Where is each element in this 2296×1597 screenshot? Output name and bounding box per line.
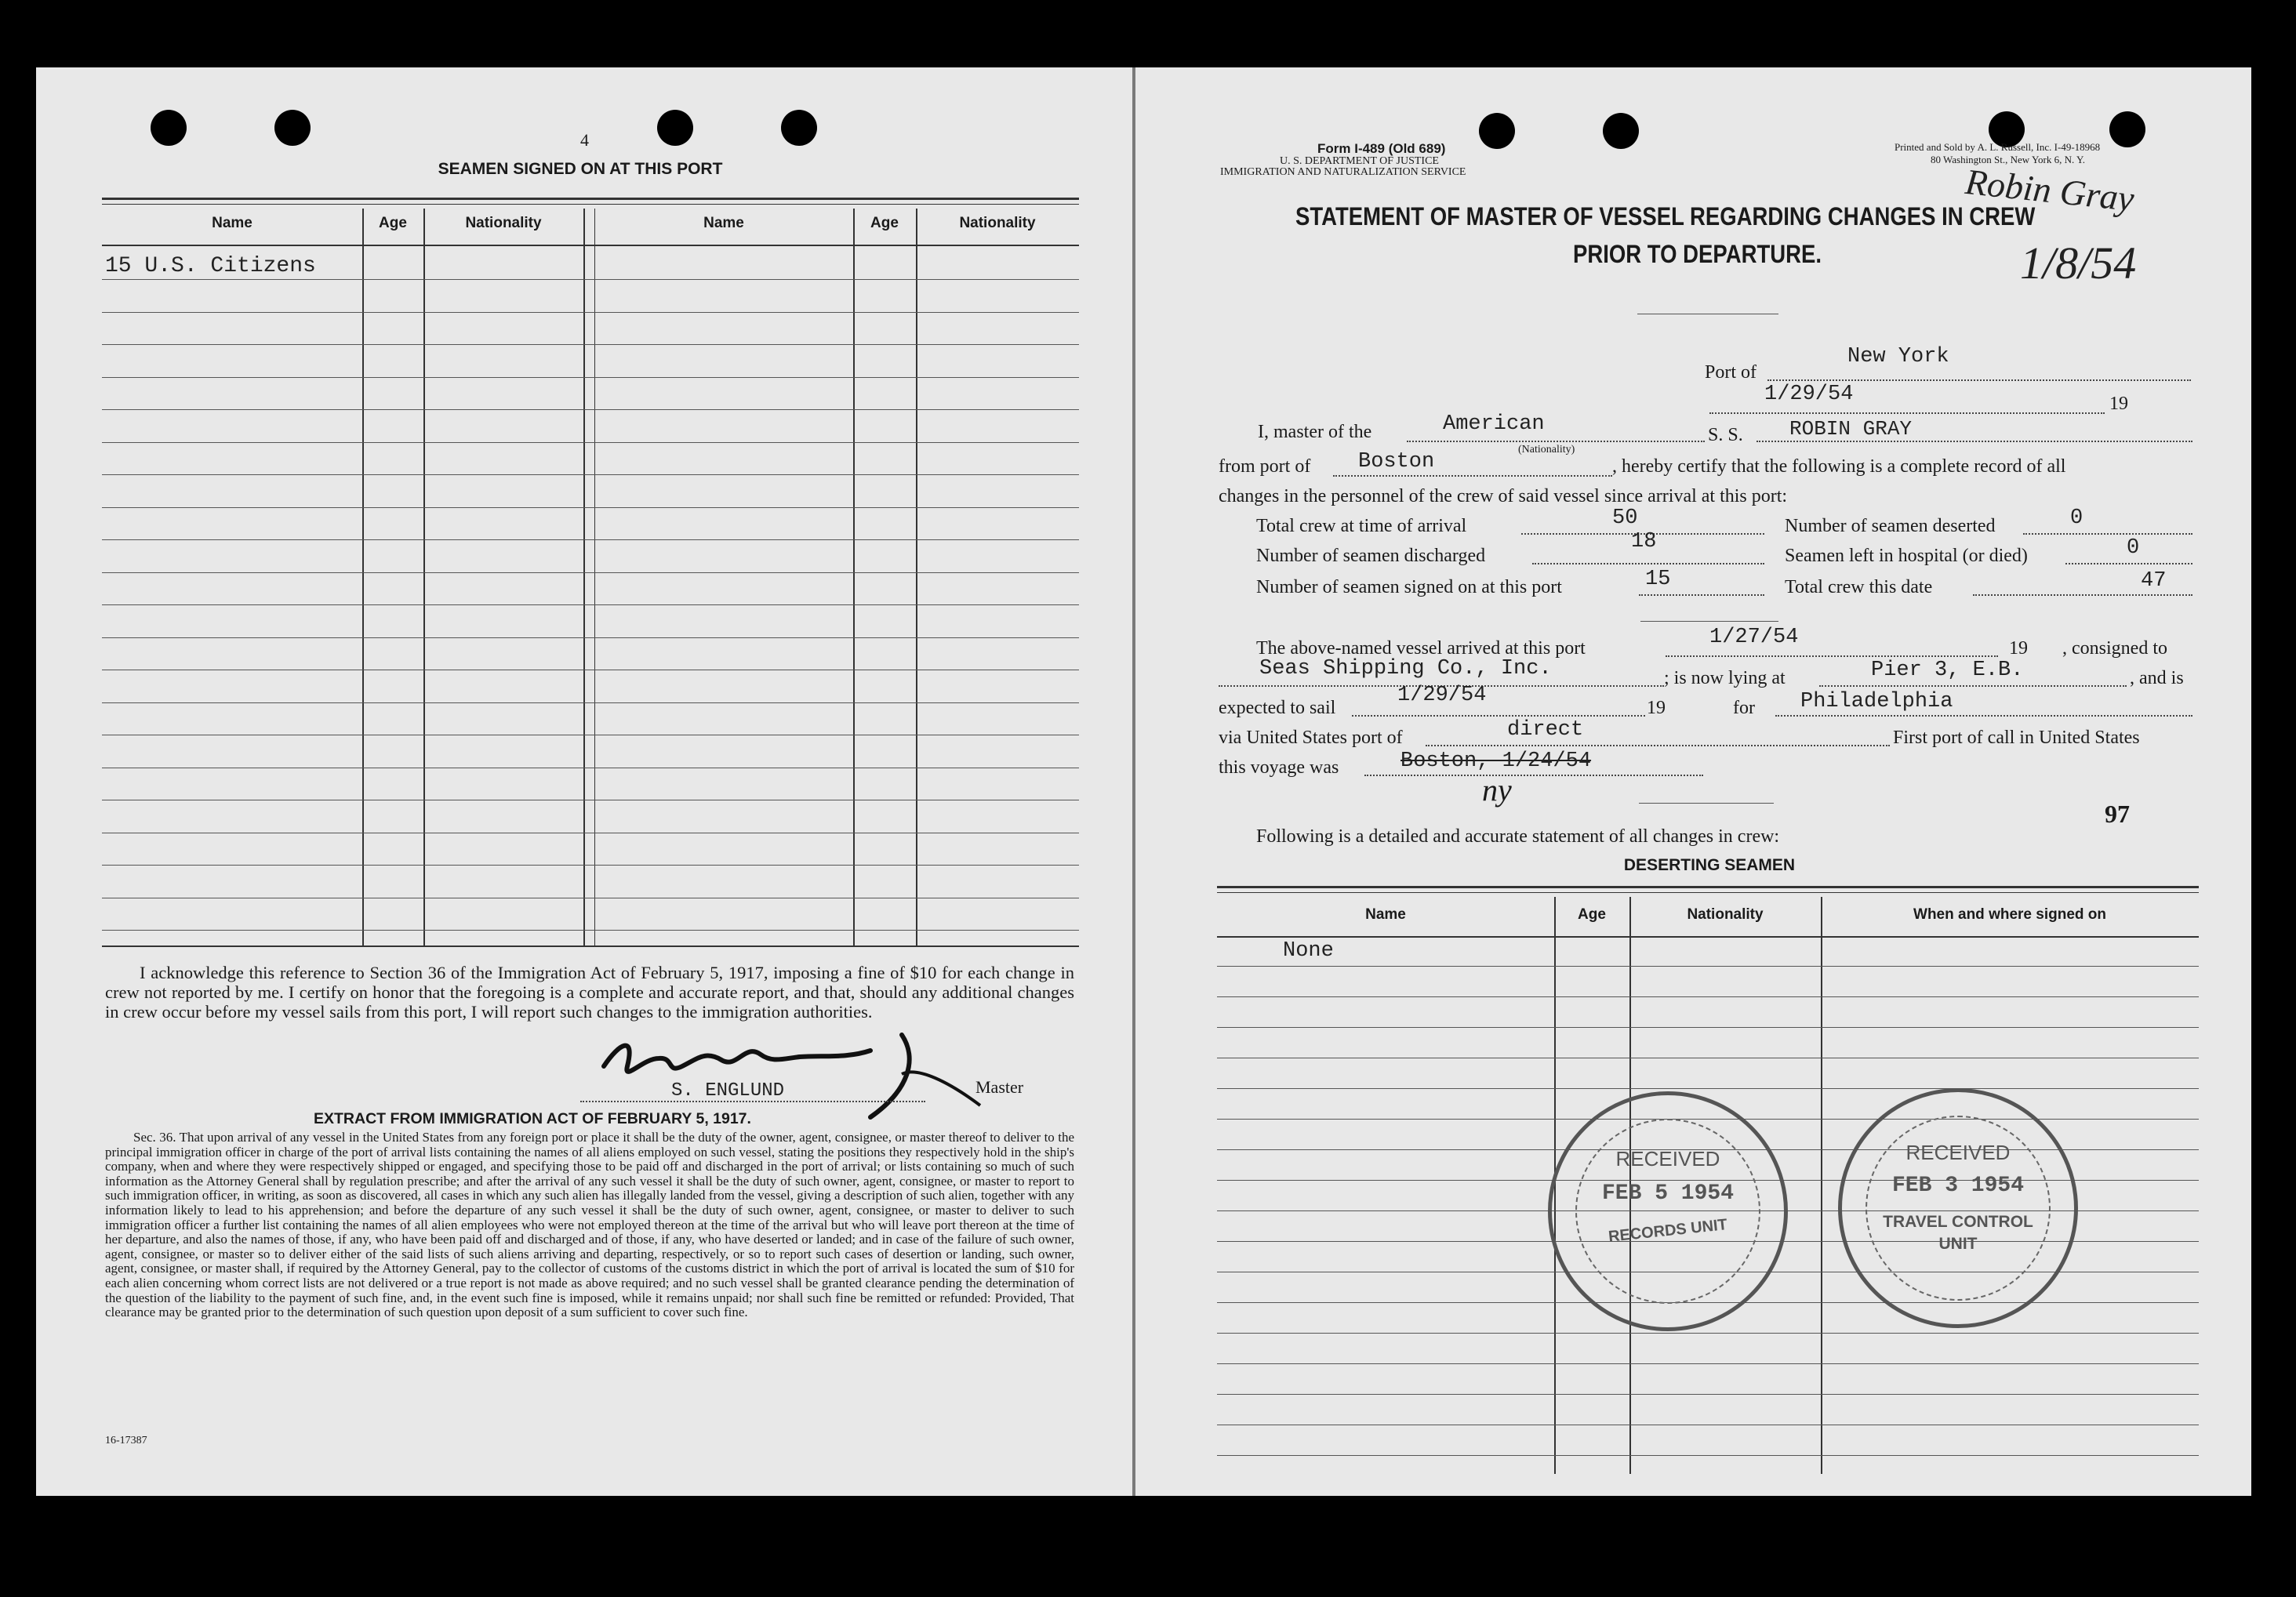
ss-label: S. S. xyxy=(1708,425,1743,445)
table-top-rule xyxy=(102,198,1079,200)
voyage-value: Boston, 1/24/54 xyxy=(1400,750,1592,773)
from-port-value: Boston xyxy=(1358,450,1435,474)
table-column-header: Nationality xyxy=(1687,906,1764,923)
table-column-rule xyxy=(853,209,855,945)
service: IMMIGRATION AND NATURALIZATION SERVICE xyxy=(1220,166,1466,178)
hospital-label: Seamen left in hospital (or died) xyxy=(1785,546,2028,566)
ship-name: ROBIN GRAY xyxy=(1789,417,1913,441)
voyage-line xyxy=(1364,775,1703,776)
date-year: 19 xyxy=(2109,394,2128,414)
signature-line xyxy=(580,1101,925,1102)
table-column-rule xyxy=(594,209,595,945)
table-row-rule xyxy=(102,604,1079,605)
from-port-line xyxy=(1333,475,1612,477)
following-text: Following is a detailed and accurate statement of all changes in crew: xyxy=(1256,826,1780,847)
signed-on-label: Number of seamen signed on at this port xyxy=(1256,577,1562,597)
table-column-rule xyxy=(423,209,425,945)
master-of-label: I, master of the xyxy=(1258,422,1372,442)
punch-hole xyxy=(274,110,311,146)
discharged-value: 18 xyxy=(1631,530,1657,554)
total-crew-arrival-value: 50 xyxy=(1612,506,1638,530)
nationality-line xyxy=(1407,441,1705,442)
table-row-rule xyxy=(102,930,1079,931)
arrived-year: 19 xyxy=(2009,638,2028,659)
discharged-label: Number of seamen discharged xyxy=(1256,546,1486,566)
and-is-label: , and is xyxy=(2130,668,2184,688)
table-row-rule xyxy=(102,344,1079,345)
table-column-header: Nationality xyxy=(959,215,1036,231)
expected-value: 1/29/54 xyxy=(1397,684,1487,707)
deserting-title: DESERTING SEAMEN xyxy=(1623,856,1796,874)
punch-hole xyxy=(657,110,693,146)
table-row-rule xyxy=(102,539,1079,540)
form-title-line-1: STATEMENT OF MASTER OF VESSEL REGARDING CHANGES IN CREW xyxy=(1295,202,2036,230)
department: U. S. DEPARTMENT OF JUSTICE xyxy=(1280,155,1439,167)
voyage-initials: ny xyxy=(1482,772,1512,808)
via-value: direct xyxy=(1507,718,1584,742)
table-top-rule xyxy=(1217,886,2199,888)
table-column-header: Name xyxy=(703,215,744,231)
table-row-rule xyxy=(1217,1363,2199,1364)
divider-rule-2 xyxy=(1639,803,1774,804)
arrived-value: 1/27/54 xyxy=(1709,626,1799,649)
table-row-rule xyxy=(1217,1027,2199,1028)
table-row-rule xyxy=(102,572,1079,573)
stamp-unit: RECORDS UNIT xyxy=(1608,1216,1728,1246)
table-column-header: Age xyxy=(379,215,407,231)
table-row-rule xyxy=(102,474,1079,475)
from-port-label: from port of xyxy=(1219,456,1311,477)
table-column-rule xyxy=(916,209,917,945)
extract-title: EXTRACT FROM IMMIGRATION ACT OF FEBRUARY 5, 1917. xyxy=(314,1110,751,1127)
stamp-received-label: RECEIVED xyxy=(1905,1141,2011,1164)
table-row-rule xyxy=(1217,1394,2199,1395)
divider-rule xyxy=(1640,621,1778,622)
stamp-date: FEB 3 1954 xyxy=(1891,1174,2025,1198)
table-bottom-rule xyxy=(102,945,1079,947)
for-value: Philadelphia xyxy=(1800,690,1953,713)
handwritten-name: Robin Gray xyxy=(1963,161,2136,220)
table-column-rule xyxy=(1821,897,1822,1474)
date-value: 1/29/54 xyxy=(1764,383,1854,406)
table-column-header: When and where signed on xyxy=(1913,906,2106,923)
consignee-value: Seas Shipping Co., Inc. xyxy=(1259,657,1552,681)
expected-line xyxy=(1352,715,1645,717)
via-line xyxy=(1426,745,1890,746)
discharged-line xyxy=(1532,563,1764,564)
table-row-rule xyxy=(102,702,1079,703)
table-row-rule xyxy=(1217,996,2199,997)
master-label: Master xyxy=(975,1077,1024,1097)
expected-year: 19 xyxy=(1647,698,1666,718)
signed-on-line xyxy=(1639,594,1764,596)
certify-text: , hereby certify that the following is a complete record of all xyxy=(1612,456,2066,477)
lying-line xyxy=(1819,685,2127,687)
stamp-date: FEB 5 1954 xyxy=(1601,1181,1735,1206)
port-label: Port of xyxy=(1705,362,1757,383)
punch-hole xyxy=(781,110,817,146)
signed-on-value: 15 xyxy=(1645,568,1671,591)
table-top-rule-2 xyxy=(102,204,1079,205)
travel-control-stamp xyxy=(1838,1088,2078,1328)
deserted-value: 0 xyxy=(2070,506,2083,530)
table-column-header: Nationality xyxy=(465,215,542,231)
total-crew-date-value: 47 xyxy=(2141,569,2167,593)
voyage-label: this voyage was xyxy=(1219,757,1339,778)
for-line xyxy=(1775,715,2192,717)
deserting-entry: None xyxy=(1283,939,1334,963)
table-column-header: Age xyxy=(1578,906,1606,923)
signed-on-entry: 15 U.S. Citizens xyxy=(105,254,316,278)
left-title: SEAMEN SIGNED ON AT THIS PORT xyxy=(438,160,723,178)
punch-hole xyxy=(1603,113,1639,149)
master-signature xyxy=(572,1011,1043,1121)
table-row-rule xyxy=(1217,966,2199,967)
date-line xyxy=(1709,412,2105,414)
page-gutter xyxy=(1132,67,1135,1496)
printer-line-2: 80 Washington St., New York 6, N. Y. xyxy=(1931,154,2085,165)
records-unit-stamp xyxy=(1548,1091,1788,1331)
ship-name-line xyxy=(1757,441,2192,442)
punch-hole xyxy=(2109,111,2145,147)
table-top-rule-2 xyxy=(1217,892,2199,893)
table-row-rule xyxy=(102,637,1079,638)
total-crew-date-label: Total crew this date xyxy=(1785,577,1933,597)
stamp-received-label: RECEIVED xyxy=(1615,1147,1720,1171)
port-value: New York xyxy=(1847,345,1949,368)
punch-hole xyxy=(151,110,187,146)
table-column-header: Age xyxy=(870,215,899,231)
table-row-rule xyxy=(1217,1455,2199,1456)
nationality-value: American xyxy=(1443,412,1545,436)
lying-label: ; is now lying at xyxy=(1664,668,1786,688)
deserted-line xyxy=(2023,533,2192,535)
table-row-rule xyxy=(102,312,1079,313)
table-row-rule xyxy=(102,865,1079,866)
extract-text: Sec. 36. That upon arrival of any vessel in the United States from any foreign port or place it shall be the duty of the owner, agent, consignee, or master thereof to deliver to the principal immigration officer in charge of the port of arrival lists containing the names of all aliens employed on such vessel, stating the positions they respectively hold in the ship's company, when and where they were respectively shipped or engaged, and specifying those to be paid off and discharged in the port of arrival; or lists containing so much of such information as the Attorney General shall by regulation prescribe; and after the arrival of any such vessel it shall be the duty of such owner, agent, consignee, or master to report to such immigration officer, in writing, as soon as discovered, all cases in which any such alien has illegally landed from the vessel, giving a description of such alien, together with any information likely to lead to his apprehension; and before the departure of any such vessel it shall be the duty of such owner, agent, consignee, or master to deliver to such immigration officer a further list containing the names of all alien employees who were not employed thereon at the time of the arrival but who will leave port thereon at the time of her departure, and also the names of those, if any, who have been paid off and discharged and of those, if any, who have deserted or landed; and in case of the failure of such owner, agent, consignee, or master so to deliver either of the said lists of such aliens arriving and departing, respectively, or so to report such cases of desertion or landing, such owner, agent, consignee, or master shall, if required by the Attorney General, pay to the collector of customs of the customs district in which the port of arrival is located the sum of $10 for each alien concerning whom correct lists are not delivered or a true report is not made as above required; and no such vessel shall be granted clearance pending the determination of the question of the liability to the payment of such fine, and, in the event such fine is imposed, while it remains unpaid; nor shall such fine be remitted or refunded: Provided, That clearance may be granted prior to the determination of such question upon deposit of a sum sufficient to cover such fine. xyxy=(105,1130,1074,1320)
table-row-rule xyxy=(102,377,1079,378)
hospital-line xyxy=(2065,563,2192,564)
via-label: via United States port of xyxy=(1219,728,1403,748)
table-column-rule xyxy=(362,209,364,945)
table-row-rule xyxy=(102,442,1079,443)
table-column-rule xyxy=(583,209,585,945)
handwritten-date: 1/8/54 xyxy=(2020,238,2137,289)
hospital-value: 0 xyxy=(2127,536,2140,560)
table-row-rule xyxy=(1217,1333,2199,1334)
table-header-rule xyxy=(1217,936,2199,938)
arrived-label: The above-named vessel arrived at this port xyxy=(1256,638,1586,659)
consigned-label: , consigned to xyxy=(2062,638,2167,659)
form-code: 16-17387 xyxy=(105,1435,147,1446)
port-line xyxy=(1767,379,2191,381)
master-name: S. ENGLUND xyxy=(671,1080,785,1102)
nationality-caption: (Nationality) xyxy=(1518,444,1575,456)
form-title-line-2: PRIOR TO DEPARTURE. xyxy=(1573,240,1822,268)
stamp-unit: TRAVEL CONTROL UNIT xyxy=(1883,1213,2033,1253)
first-port-label: First port of call in United States xyxy=(1893,728,2140,748)
page-count: 97 xyxy=(2105,800,2130,828)
table-row-rule xyxy=(102,279,1079,280)
for-label: for xyxy=(1733,698,1755,718)
table-row-rule xyxy=(102,507,1079,508)
expected-label: expected to sail xyxy=(1219,698,1336,718)
deserted-label: Number of seamen deserted xyxy=(1785,516,1996,536)
table-column-header: Name xyxy=(212,215,252,231)
printer-line-1: Printed and Sold by A. L. Russell, Inc. I-49-18968 xyxy=(1895,141,2101,153)
table-header-rule xyxy=(102,245,1079,246)
punch-hole xyxy=(1479,113,1515,149)
page-number: 4 xyxy=(580,130,589,150)
table-column-header: Name xyxy=(1365,906,1406,923)
lying-value: Pier 3, E.B. xyxy=(1871,659,2024,682)
total-crew-arrival-label: Total crew at time of arrival xyxy=(1256,516,1467,536)
certification-paragraph: I acknowledge this reference to Section 36 of the Immigration Act of February 5, 1917, imposing a fine of $10 for each change in crew not reported by me. I certify on honor that the foregoing is a complete and accurate report, and that, should any additional changes in crew occur before my vessel sails from this port, I will report such changes to the immigration authorities. xyxy=(105,963,1074,1022)
table-row-rule xyxy=(102,409,1079,410)
table-row-rule xyxy=(1217,1088,2199,1089)
form-number: Form I-489 (Old 689) xyxy=(1317,141,1446,156)
total-crew-date-line xyxy=(1973,594,2192,596)
certify-text-2: changes in the personnel of the crew of said vessel since arrival at this port: xyxy=(1219,486,1788,506)
arrived-line xyxy=(1666,655,1998,657)
